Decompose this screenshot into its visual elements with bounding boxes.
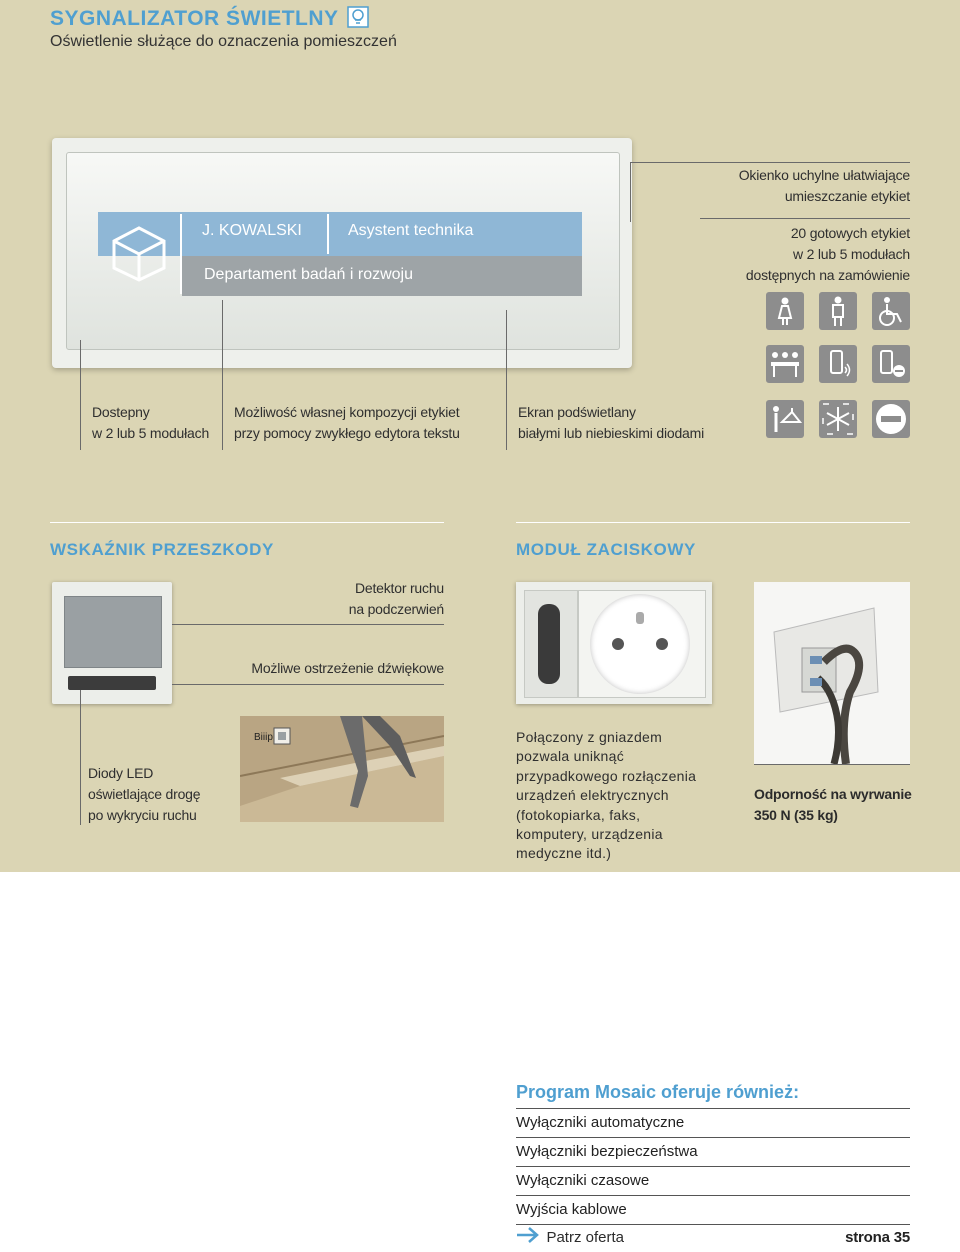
man-icon <box>819 292 857 330</box>
box-pictogram-icon <box>104 216 174 286</box>
arrow-right-icon <box>516 1226 540 1249</box>
callout-sound: Możliwe ostrzeżenie dźwiękowe <box>251 660 444 676</box>
callout-backlit: Ekran podświetlany białymi lub niebieskimi diodami <box>518 404 704 441</box>
sign-name: J. KOWALSKI <box>202 222 302 239</box>
sign-role: Asystent technika <box>348 222 474 239</box>
clamp-description: Połączony z gniazdem pozwala uniknąć przypadkowego rozłączenia urządzeń elektrycznych (fotokopiarka, faks, komputery, urządzenia medyczne itd.) <box>516 729 697 862</box>
list-item: Wyjścia kablowe <box>516 1196 910 1225</box>
callout-window: Okienko uchylne ułatwiające umieszczanie etykiet <box>738 167 910 204</box>
page-subtitle: Oświetlenie służące do oznaczenia pomieszczeń <box>50 33 397 50</box>
obstacle-section-title: WSKAŹNIK PRZESZKODY <box>50 540 274 559</box>
obstacle-indicator-product <box>52 582 172 704</box>
callout-available: Dostepny w 2 lub 5 modułach <box>92 404 210 441</box>
socket-icon <box>590 594 690 694</box>
meeting-icon <box>766 345 804 383</box>
callout-detector: Detektor ruchu na podczerwień <box>348 580 444 617</box>
clamp-module-product <box>516 582 712 704</box>
phone-icon <box>819 345 857 383</box>
beep-label: Biiip <box>254 732 273 743</box>
callout-ready-labels: 20 gotowych etykiet w 2 lub 5 modułach dostępnych na zamówienie <box>745 225 910 283</box>
page-title: SYGNALIZATOR ŚWIETLNY <box>50 6 369 31</box>
cloakroom-icon <box>766 400 804 438</box>
callout-resistance: Odporność na wyrwanie 350 N (35 kg) <box>754 786 912 823</box>
mosaic-title: Program Mosaic oferuje również: <box>516 1082 800 1102</box>
wheelchair-icon <box>872 292 910 330</box>
phone-off-icon <box>872 345 910 383</box>
no-entry-icon <box>872 400 910 438</box>
clamp-section-title: MODUŁ ZACISKOWY <box>516 540 696 559</box>
page-number: strona 35 <box>845 1229 910 1246</box>
sign-department: Departament badań i rozwoju <box>204 266 414 283</box>
see-offer-label: Patrz oferta <box>546 1229 624 1246</box>
list-item: Wyłączniki automatyczne <box>516 1109 910 1138</box>
light-signal-product <box>52 138 632 368</box>
callout-own-composition: Możliwość własnej kompozycji etykiet przy pomocy zwykłego edytora tekstu <box>234 404 460 441</box>
plug-photo <box>754 582 910 764</box>
list-item: Wyłączniki bezpieczeństwa <box>516 1138 910 1167</box>
stairs-illustration <box>240 716 444 822</box>
see-offer-link[interactable] <box>516 1226 624 1252</box>
woman-icon <box>766 292 804 330</box>
snowflake-icon <box>819 400 857 438</box>
list-item: Wyłączniki czasowe <box>516 1167 910 1196</box>
lightbulb-logo-icon <box>347 6 369 28</box>
callout-led: Diody LED oświetlające drogę po wykryciu ruchu <box>88 765 201 823</box>
